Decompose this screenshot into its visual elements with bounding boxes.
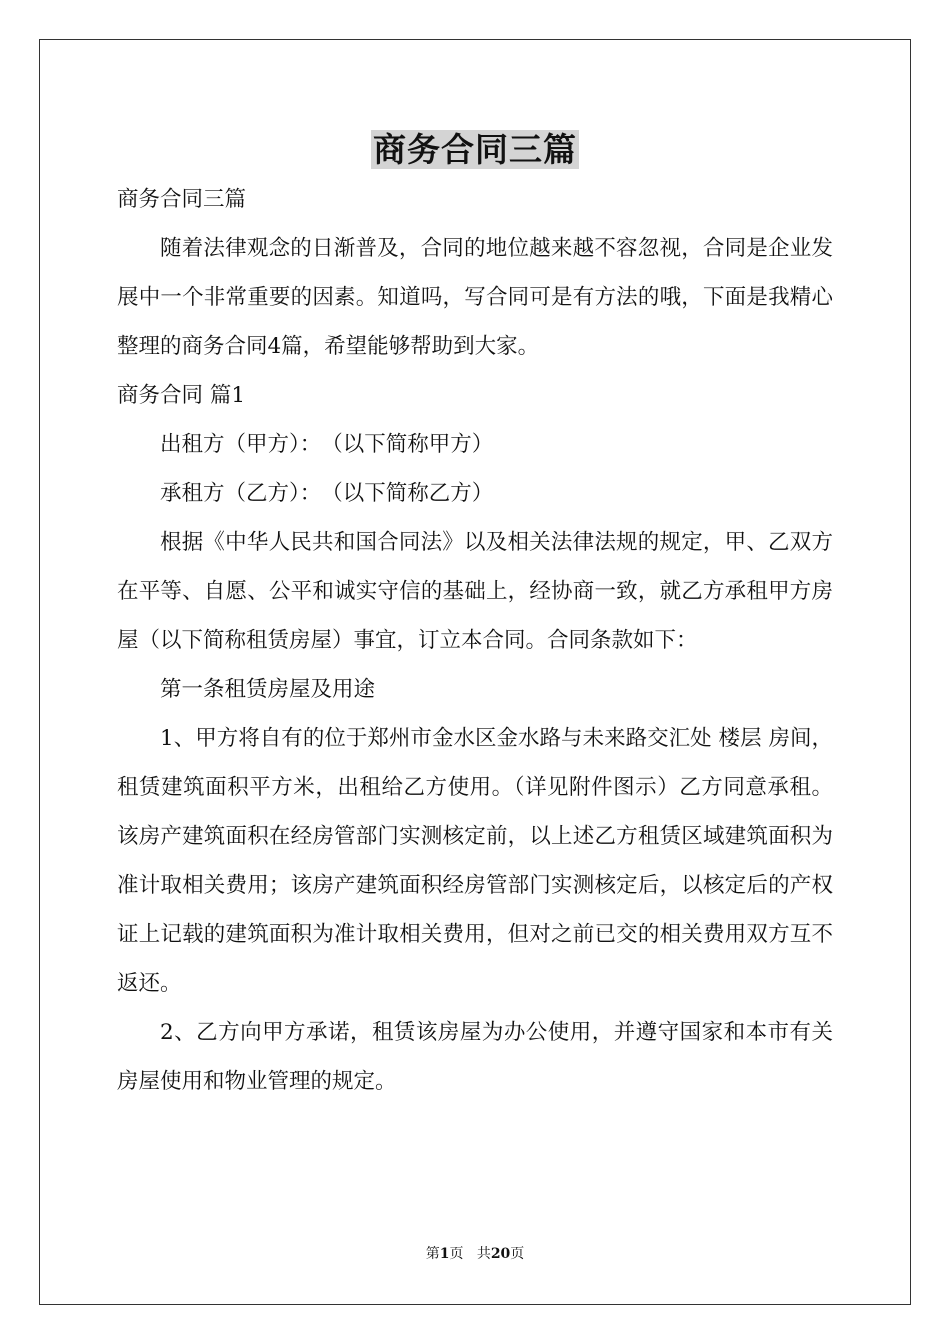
- paragraph-section-title: 商务合同 篇1: [117, 383, 246, 408]
- footer-page-number: 1: [439, 1246, 450, 1262]
- document-title: [0, 125, 950, 175]
- footer-total-suffix: 页: [510, 1246, 525, 1262]
- footer-total-prefix: 共: [476, 1246, 491, 1262]
- paragraph-preamble: 根据《中华人民共和国合同法》以及相关法律法规的规定，甲、乙双方在平等、自愿、公平和诚实守信的基础上，经协商一致，就乙方承租甲方房屋（以下简称租赁房屋）事宜，订立本合同。合同条款如下：: [117, 530, 833, 653]
- document-title-text: 商务合同三篇: [373, 130, 577, 169]
- paragraph-lessor: 出租方（甲方）： （以下简称甲方）: [160, 432, 494, 457]
- paragraph-heading: 商务合同三篇: [117, 187, 247, 212]
- paragraph-clause-2: 2、乙方向甲方承诺，租赁该房屋为办公使用，并遵守国家和本市有关房屋使用和物业管理的规定。: [117, 1020, 833, 1094]
- footer-page-suffix: 页: [449, 1246, 464, 1262]
- footer-total-pages: 20: [490, 1246, 511, 1262]
- paragraph-article-one: 第一条租赁房屋及用途: [160, 677, 376, 702]
- page-footer: [0, 1244, 950, 1264]
- paragraph-intro: 随着法律观念的日渐普及，合同的地位越来越不容忽视，合同是企业发展中一个非常重要的因素。知道吗，写合同可是有方法的哦，下面是我精心整理的商务合同4篇，希望能够帮助到大家。: [117, 236, 833, 359]
- paragraph-lessee: 承租方（乙方）： （以下简称乙方）: [160, 481, 494, 506]
- footer-prefix: 第: [425, 1246, 440, 1262]
- document-body: [117, 175, 833, 1106]
- paragraph-clause-1: 1、甲方将自有的位于郑州市金水区金水路与未来路交汇处 楼层 房间，租赁建筑面积平方米，出租给乙方使用。（详见附件图示）乙方同意承租。该房产建筑面积在经房管部门实测核定前，以上述乙方租赁区域建筑面积为准计取相关费用；该房产建筑面积经房管部门实测核定后，以核定后的产权证上记载的建筑面积为准计取相关费用，但对之前已交的相关费用双方互不返还。: [117, 726, 833, 996]
